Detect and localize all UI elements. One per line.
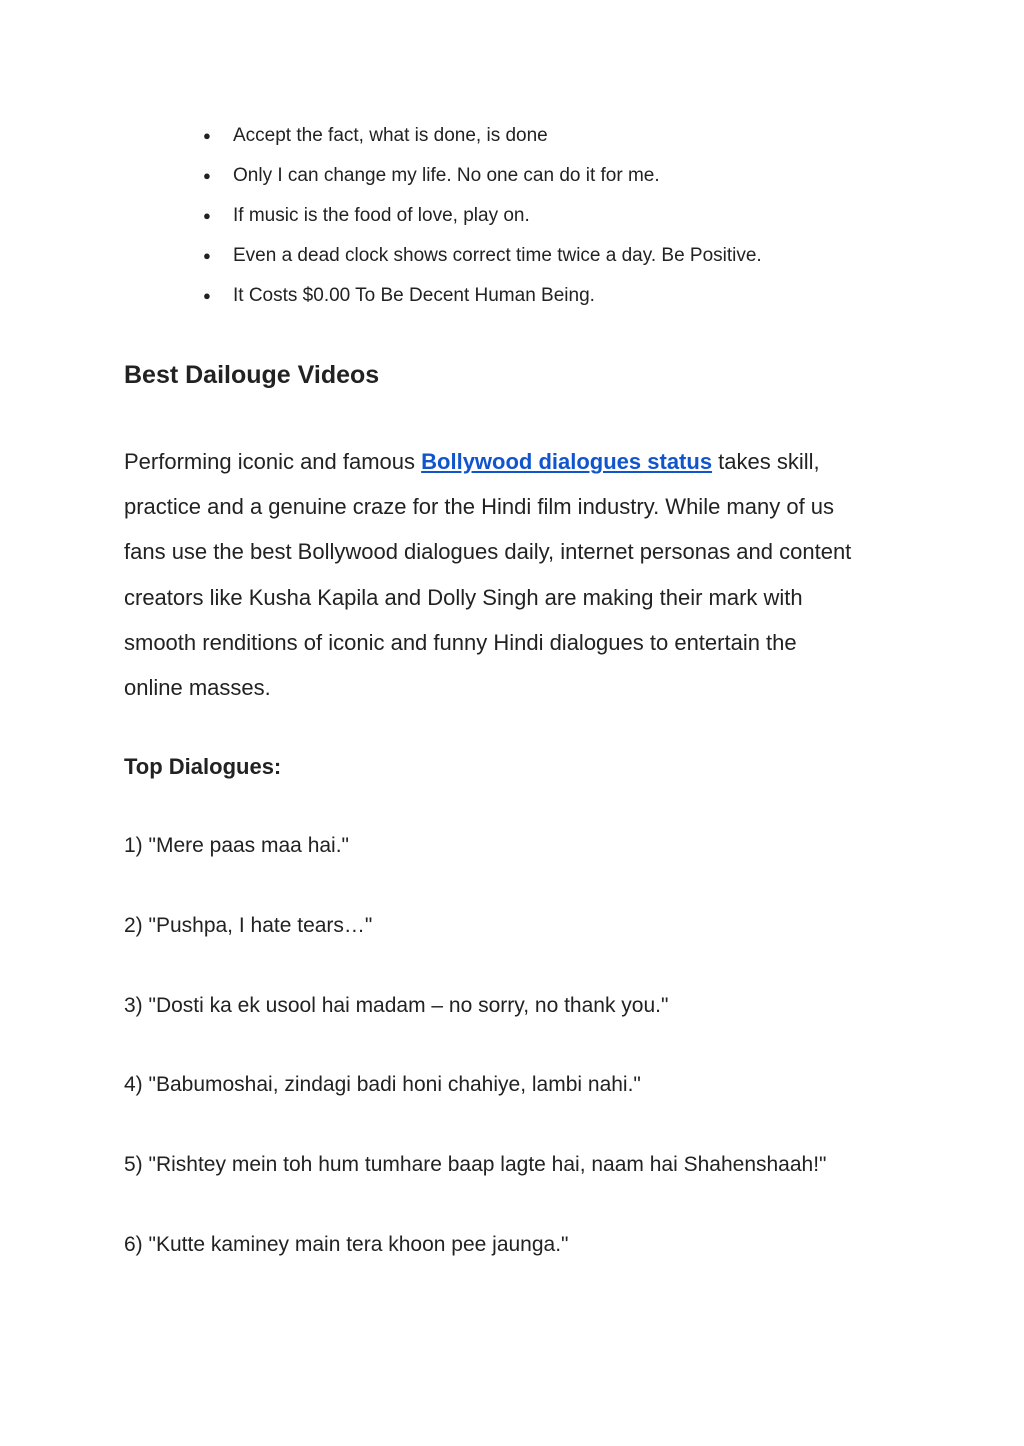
- section-heading: Best Dailouge Videos: [124, 361, 380, 389]
- intro-paragraph: [124, 439, 914, 710]
- bullet-text: Only I can change my life. No one can do it for me.: [233, 165, 660, 186]
- dialogue-item: 1) "Mere paas maa hai.": [124, 834, 350, 857]
- bullet-dot-icon: ●: [203, 208, 211, 223]
- dialogue-list: [124, 831, 827, 1310]
- bullet-dot-icon: ●: [203, 128, 211, 143]
- paragraph-line: online masses.: [124, 675, 271, 701]
- paragraph-text: Performing iconic and famous: [124, 449, 422, 474]
- dialogue-item: 5) "Rishtey mein toh hum tumhare baap lagte hai, naam hai Shahenshaah!": [124, 1153, 827, 1177]
- paragraph-line: fans use the best Bollywood dialogues daily, internet personas and content: [124, 539, 852, 565]
- dialogue-item: 6) "Kutte kaminey main tera khoon pee jaunga.": [124, 1232, 569, 1256]
- bullet-dot-icon: ●: [203, 248, 211, 263]
- bullet-dot-icon: ●: [203, 168, 211, 183]
- paragraph-text: takes skill,: [712, 449, 820, 474]
- paragraph-line: practice and a genuine craze for the Hindi film industry. While many of us: [124, 494, 835, 520]
- paragraph-line: [124, 439, 914, 484]
- dialogue-item: 2) "Pushpa, I hate tears…": [124, 913, 373, 937]
- paragraph-line: smooth renditions of iconic and funny Hindi dialogues to entertain the: [124, 629, 797, 655]
- paragraph-line: creators like Kusha Kapila and Dolly Singh are making their mark with: [124, 584, 803, 610]
- dialogue-item: 4) "Babumoshai, zindagi badi honi chahiye, lambi nahi.": [124, 1073, 641, 1097]
- dialogue-item: 3) "Dosti ka ek usool hai madam – no sorry, no thank you.": [124, 993, 669, 1017]
- bullet-text: If music is the food of love, play on.: [233, 205, 530, 226]
- bullet-text: Even a dead clock shows correct time twice a day. Be Positive.: [233, 245, 762, 266]
- bullet-dot-icon: ●: [203, 288, 211, 303]
- top-dialogues-heading: Top Dialogues:: [124, 754, 282, 779]
- bullet-text: It Costs $0.00 To Be Decent Human Being.: [233, 285, 595, 306]
- bollywood-dialogues-status-link[interactable]: Bollywood dialogues status: [421, 449, 713, 474]
- bullet-text: Accept the fact, what is done, is done: [233, 125, 548, 146]
